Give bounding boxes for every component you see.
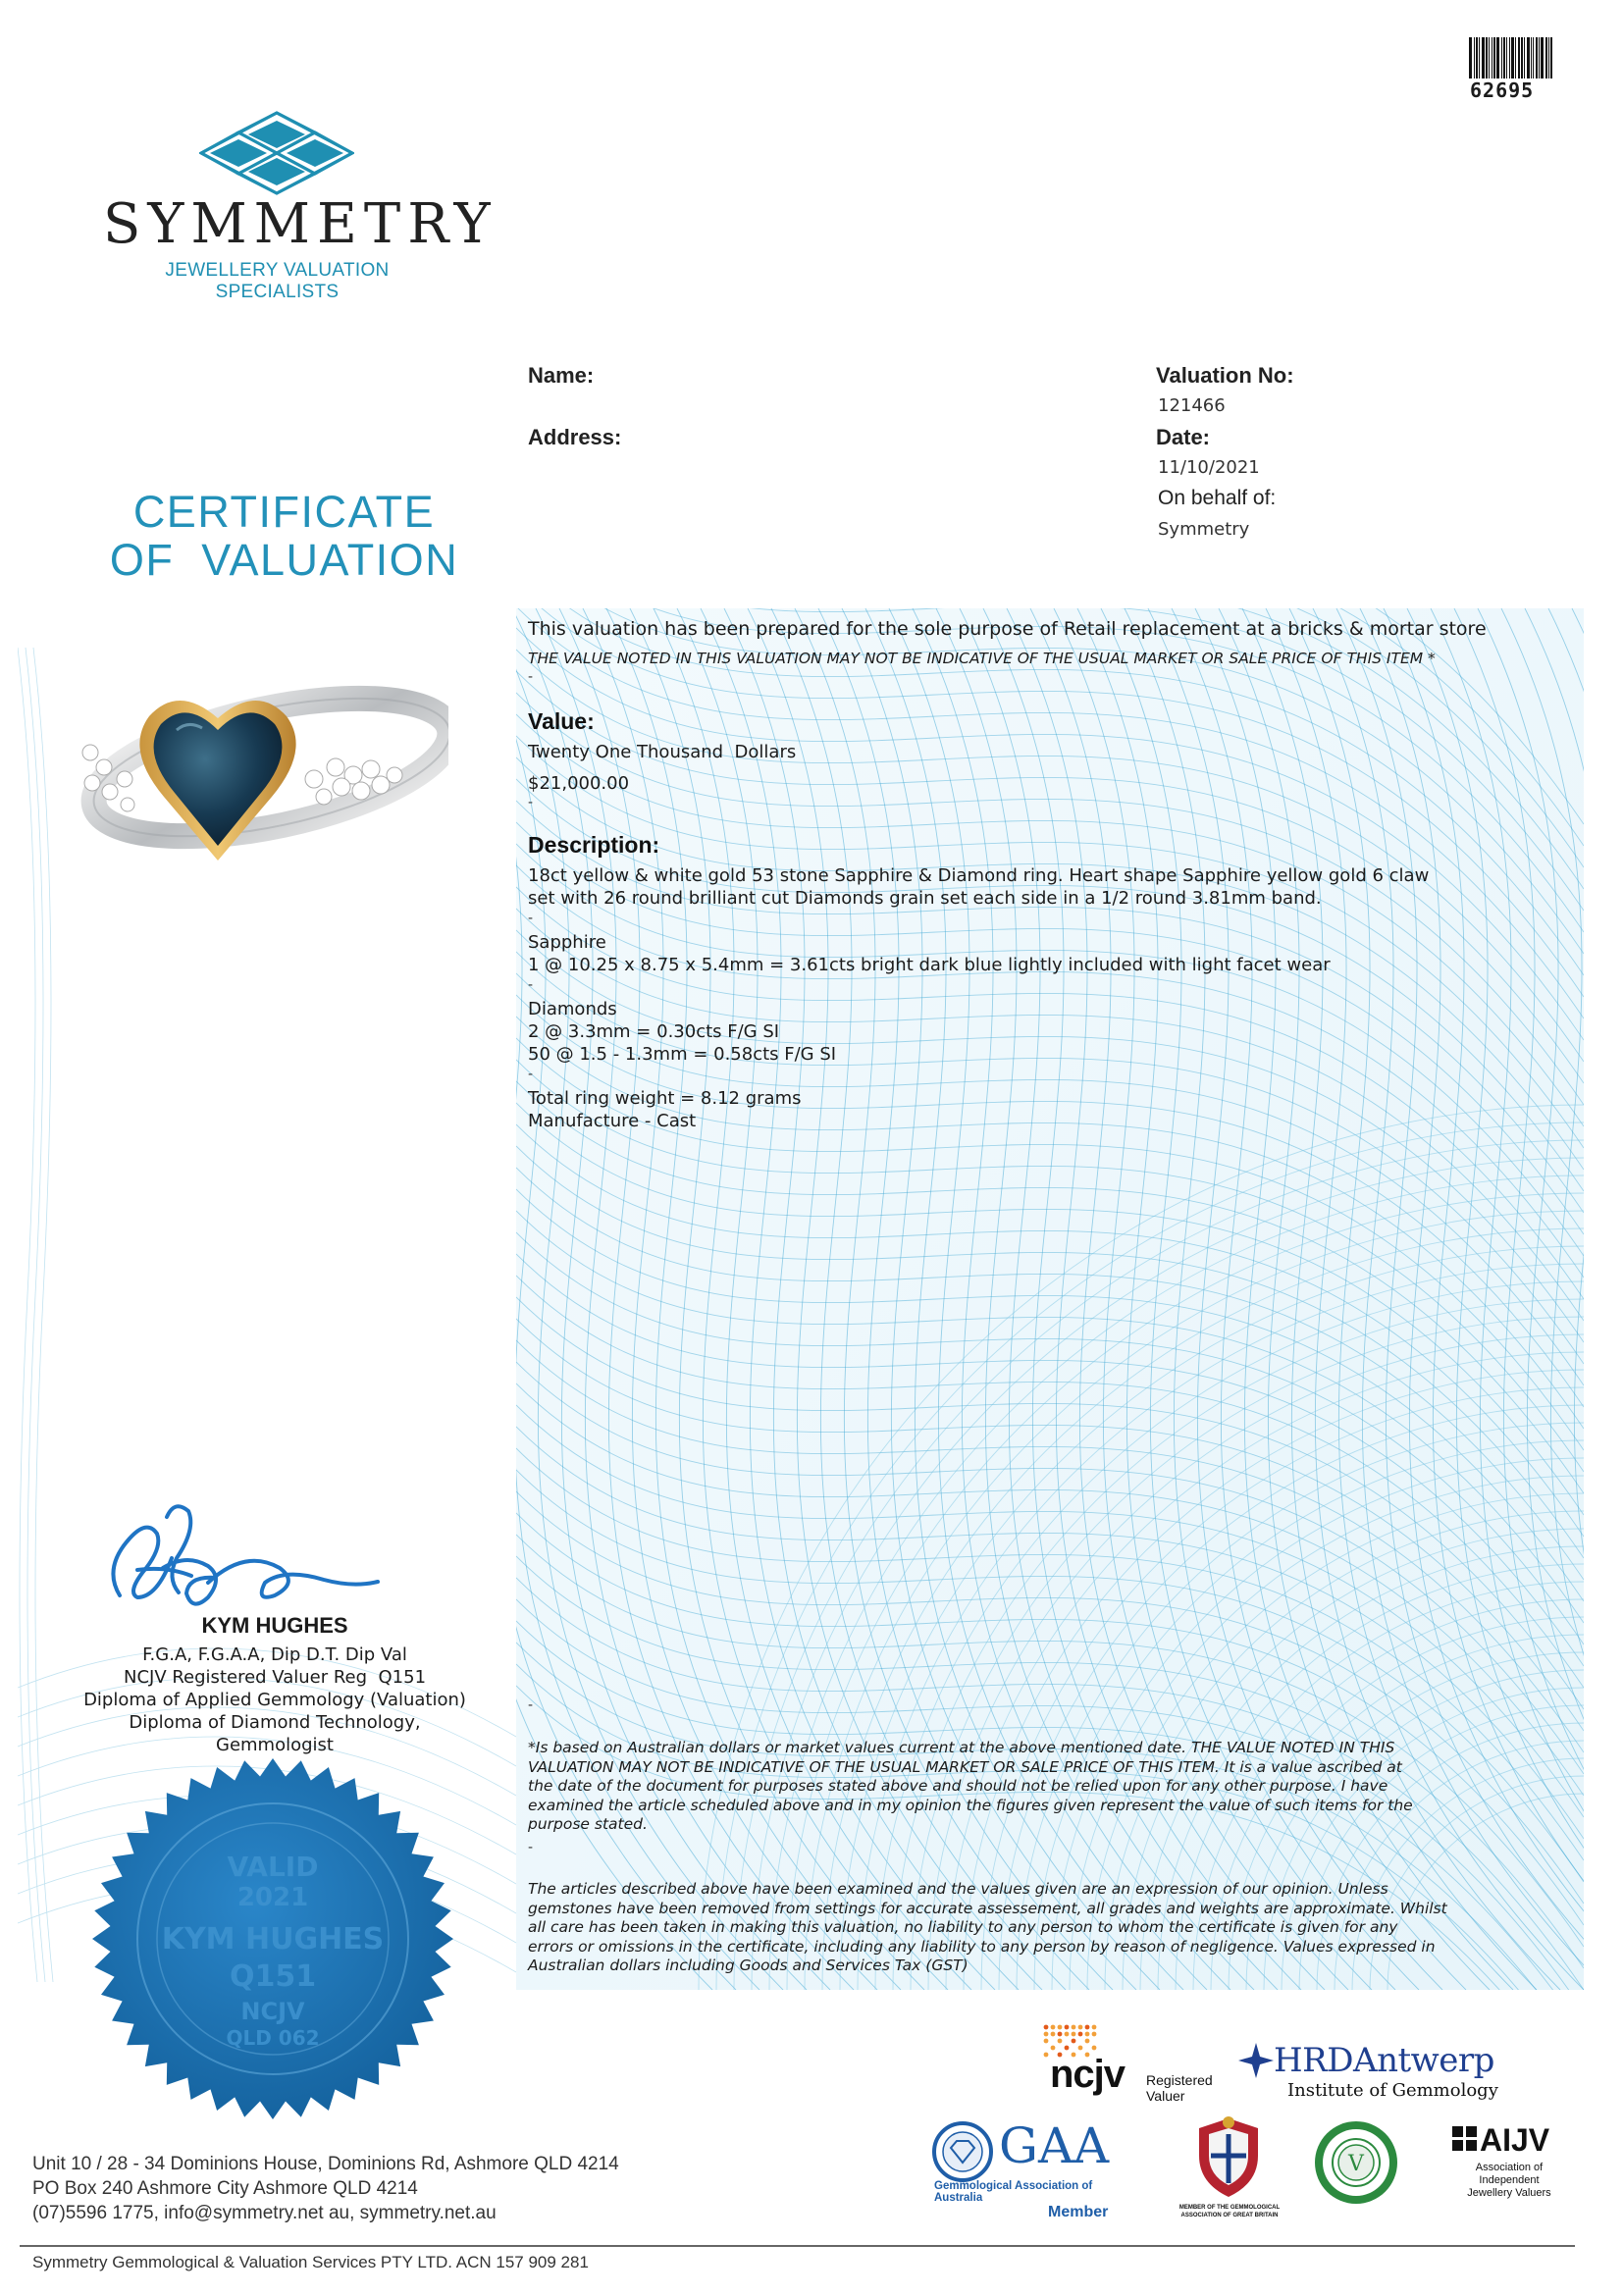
certificate-title-line1: CERTIFICATE — [132, 487, 436, 537]
coat-of-arms-icon — [1189, 2114, 1268, 2201]
symmetry-logo-icon — [199, 111, 354, 195]
description-heading: Description: — [528, 832, 660, 858]
date-label: Date: — [1156, 425, 1211, 449]
valuer-signature — [98, 1499, 383, 1617]
barcode-bar — [1501, 37, 1502, 78]
aijv-text: AIJV — [1480, 2122, 1550, 2158]
footnote-line: examined the article scheduled above and in my opinion the figures given represent the value of such items for the — [528, 1796, 1413, 1814]
barcode-bar — [1548, 37, 1549, 78]
separator-dash: - — [528, 1697, 534, 1713]
barcode-bar — [1545, 37, 1547, 78]
on-behalf-value: Symmetry — [1158, 519, 1250, 540]
terms-line: Australian dollars including Goods and Services Tax (GST) — [528, 1957, 969, 1974]
certificate-title — [80, 488, 488, 584]
date-value: 11/10/2021 — [1158, 457, 1260, 478]
sapphire-label: Sapphire — [528, 932, 606, 953]
barcode-bar — [1506, 37, 1507, 78]
footnote-line: VALUATION MAY NOT BE INDICATIVE OF THE USUAL MARKET OR SALE PRICE OF THIS ITEM. It is a value ascribed at — [528, 1757, 1402, 1776]
valuer-credential: NCJV Registered Valuer Reg Q151 — [123, 1667, 427, 1688]
barcode-bar — [1503, 37, 1505, 78]
total-weight: Total ring weight = 8.12 grams — [528, 1088, 802, 1109]
barcode-bar — [1536, 37, 1538, 78]
seal-letter: V — [1348, 2152, 1364, 2176]
gagb-sub: ASSOCIATION OF GREAT BRITAIN — [1180, 2213, 1279, 2218]
valuation-purpose: This valuation has been prepared for the sole purpose of Retail replacement at a bricks & mortar store — [528, 618, 1487, 640]
footer-po-box: PO Box 240 Ashmore City Ashmore QLD 4214 — [32, 2178, 418, 2199]
separator-dash: - — [528, 1067, 534, 1082]
valuer-seal — [90, 1756, 455, 2121]
value-heading: Value: — [528, 708, 595, 734]
aijv-mark-icon — [1452, 2126, 1478, 2152]
barcode-bar — [1550, 37, 1552, 78]
footer-address: Unit 10 / 28 - 34 Dominions House, Dominions Rd, Ashmore QLD 4214 — [32, 2154, 619, 2174]
barcode-bar — [1539, 37, 1540, 78]
footnote-line: *Is based on Australian dollars or market values current at the above mentioned date. THE VALUE NOTED IN THIS — [528, 1739, 1395, 1756]
barcode-bar — [1541, 37, 1544, 78]
seal-text: NCJV — [240, 1998, 305, 2025]
diamonds-detail: 2 @ 3.3mm = 0.30cts F/G SI — [528, 1021, 780, 1042]
footnote-line: purpose stated. — [528, 1815, 648, 1833]
brand-name: SYMMETRY — [103, 192, 497, 256]
hrd-sub: Institute of Gemmology — [1287, 2080, 1498, 2101]
gaa-text: GAA — [999, 2117, 1110, 2174]
valuation-no-label: Valuation No: — [1156, 363, 1294, 388]
gagb-logo — [1176, 2114, 1283, 2227]
name-label: Name: — [528, 363, 595, 388]
ncjv-sub: Registered — [1146, 2072, 1213, 2088]
barcode-bar — [1493, 37, 1495, 78]
seal-text: QLD 062 — [226, 2026, 320, 2050]
disclaimer-caps: THE VALUE NOTED IN THIS VALUATION MAY NOT BE INDICATIVE OF THE USUAL MARKET OR SALE PRICE OF THIS ITEM * — [528, 650, 1436, 667]
footnote-block — [528, 1739, 1413, 1835]
barcode-bar — [1531, 37, 1532, 78]
valuer-credential: Diploma of Applied Gemmology (Valuation) — [83, 1690, 466, 1710]
separator-dash: - — [528, 1840, 534, 1855]
barcode-bar — [1474, 37, 1475, 78]
gaa-member: Member — [1048, 2204, 1109, 2220]
terms-line: The articles described above have been examined and the values given are an expression of our opinion. Unless — [528, 1880, 1388, 1898]
aijv-logo — [1450, 2122, 1568, 2201]
seal-text: Q151 — [229, 1959, 317, 1994]
on-behalf-label: On behalf of: — [1158, 487, 1277, 509]
footer-contact: (07)5596 1775, info@symmetry.net au, symmetry.net.au — [32, 2203, 497, 2223]
separator-dash: - — [528, 911, 534, 926]
manufacture: Manufacture - Cast — [528, 1111, 697, 1131]
description-line: set with 26 round brilliant cut Diamonds grain set each side in a 1/2 round 3.81mm band. — [528, 888, 1322, 909]
barcode-number: 62695 — [1470, 78, 1535, 102]
footnote-line: the date of the document for purposes stated above and should not be relied upon for any other purpose. I have — [528, 1777, 1388, 1795]
gaa-emblem-icon — [932, 2121, 993, 2182]
certificate-title-line2: OF VALUATION — [109, 535, 459, 585]
aijv-sub: Association of — [1475, 2162, 1544, 2173]
description-line: 18ct yellow & white gold 53 stone Sapphire & Diamond ring. Heart shape Sapphire yellow gold 6 claw — [528, 865, 1430, 886]
barcode-bar — [1518, 37, 1520, 78]
separator-dash: - — [528, 669, 534, 685]
ring-photo — [71, 659, 448, 880]
valuer-name: KYM HUGHES — [201, 1613, 348, 1638]
terms-line: all care has been taken in making this valuation, no liability to any person to whom the certificate is given for any — [528, 1918, 1398, 1936]
valuer-credential: F.G.A, F.G.A.A, Dip D.T. Dip Val — [142, 1644, 407, 1665]
value-in-words: Twenty One Thousand Dollars — [528, 742, 797, 762]
ncjv-logo — [1028, 2023, 1213, 2104]
barcode-bar — [1511, 37, 1514, 78]
aijv-sub: Jewellery Valuers — [1467, 2187, 1551, 2199]
address-label: Address: — [528, 425, 622, 449]
terms-line: errors or omissions in the certificate, including any liability to any person by reason of negligence. Values expressed in — [528, 1937, 1436, 1956]
barcode-bar — [1486, 37, 1488, 78]
value-amount: $21,000.00 — [528, 773, 630, 794]
valuation-no: 121466 — [1158, 395, 1226, 416]
seal-text: VALID — [227, 1851, 319, 1883]
aijv-sub: Independent — [1479, 2174, 1540, 2186]
ncjv-sub: Valuer — [1146, 2088, 1185, 2104]
guilloche-panel — [516, 608, 1584, 1990]
barcode-bar — [1469, 37, 1472, 78]
barcode — [1469, 37, 1557, 78]
gagb-sub: MEMBER OF THE GEMMOLOGICAL — [1178, 2205, 1281, 2211]
hrd-text: HRDAntwerp — [1274, 2041, 1494, 2080]
barcode-bar — [1515, 37, 1516, 78]
barcode-bar — [1524, 37, 1525, 78]
seal-text: 2021 — [236, 1883, 309, 1912]
barcode-bar — [1489, 37, 1490, 78]
terms-line: gemstones have been removed from settings for accurate assessement, all grades and weights are approximate. Whilst — [528, 1899, 1447, 1917]
gaa-sub: Gemmological Association of Australia — [934, 2180, 1093, 2204]
valuers-seal-logo — [1313, 2119, 1399, 2206]
footer-legal: Symmetry Gemmological & Valuation Services PTY LTD. ACN 157 909 281 — [32, 2253, 589, 2271]
diamonds-label: Diamonds — [528, 999, 617, 1019]
brand-tagline: JEWELLERY VALUATION SPECIALISTS — [165, 260, 390, 302]
barcode-bar — [1482, 37, 1485, 78]
barcode-bar — [1521, 37, 1523, 78]
valuer-credential: Gemmologist — [216, 1735, 334, 1755]
hrd-antwerp-logo — [1238, 2043, 1513, 2112]
valuer-credential: Diploma of Diamond Technology, — [129, 1712, 421, 1733]
terms-block — [528, 1880, 1447, 1976]
barcode-bar — [1479, 37, 1480, 78]
separator-dash: - — [528, 795, 534, 810]
barcode-bar — [1533, 37, 1534, 78]
barcode-bar — [1496, 37, 1499, 78]
barcode-bar — [1527, 37, 1530, 78]
sapphire-detail: 1 @ 10.25 x 8.75 x 5.4mm = 3.61cts bright dark blue lightly included with light facet wear — [528, 955, 1331, 975]
diamonds-detail: 50 @ 1.5 - 1.3mm = 0.58cts F/G SI — [528, 1044, 837, 1065]
footer-divider — [20, 2245, 1575, 2247]
gaa-logo — [932, 2117, 1128, 2225]
valuers-seal-icon — [1313, 2119, 1399, 2206]
separator-dash: - — [528, 977, 534, 993]
ncjv-text: ncjv — [1050, 2053, 1126, 2096]
barcode-bar — [1509, 37, 1510, 78]
seal-text: KYM HUGHES — [161, 1922, 385, 1957]
barcode-bar — [1476, 37, 1478, 78]
star-icon — [1238, 2043, 1274, 2078]
